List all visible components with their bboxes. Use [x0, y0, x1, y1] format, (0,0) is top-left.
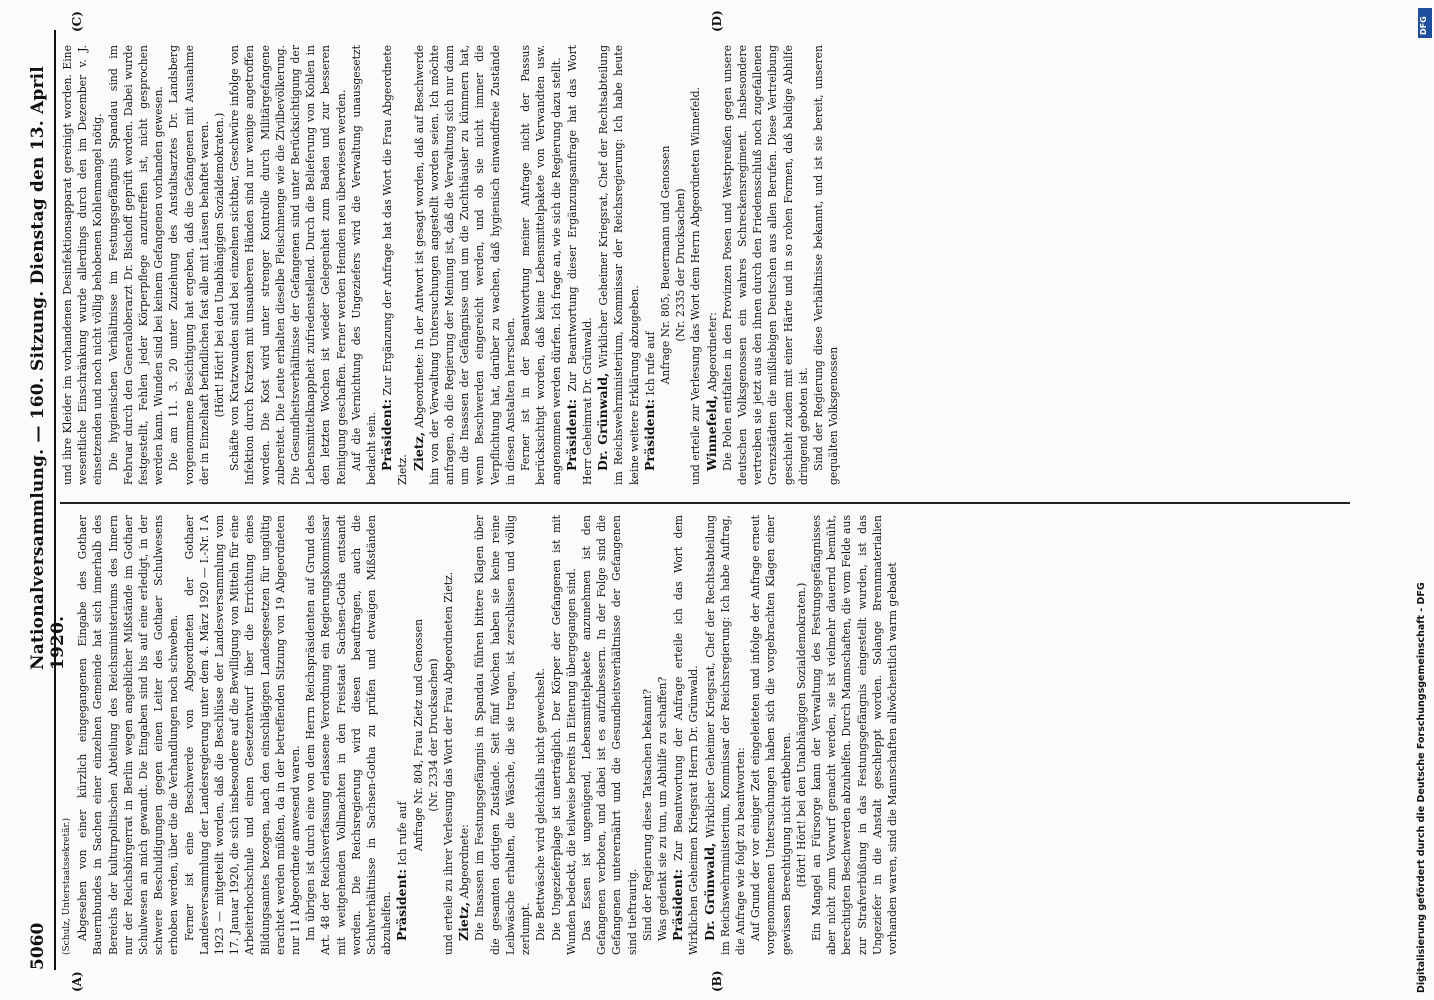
- text-paragraph: Schäfte von Kratzwunden sind bei einzelnen sichtbar, Geschwüre infolge von Infektion durch Kratzen mit unsauberen Händen sind nur wenige angetroffen worden. Die Kost wird unter strenger Kontrolle durch Militärgefangene zubereitet. Die Leute erhalten dieselbe Fleischmenge wie die Zivilbevölkerung. Die Gesundheitsverhältnisse der Gefangenen sind unter Berücksichtigung der Lebensmittelknappheit zufriedenstellend. Durch die Belieferung von Kohlen in den letzten Wochen ist wieder Gelegenheit zum Baden und zur besseren Reinigung geschaffen. Ferner werden Hemden neu überwiesen werden.: [228, 45, 348, 485]
- rotated-page: [10, 0, 1370, 1000]
- text-paragraph: Sind der Regierung diese Verhältnisse bekannt, und ist sie bereit, unseren gequälten Volksgenossen: [811, 45, 841, 485]
- text-paragraph: Im übrigen ist durch eine von dem Herrn Reichspräsidenten auf Grund des Art. 48 der Reichsverfassung erlassene Verordnung ein Regierungskommissar mit weitgehenden Vollmachten in den Freistaat Sachsen-Gotha entsandt worden. Die Reichsregierung wird diesen beauftragen, auch die Schulverhältnisse in Sachsen-Gotha zu prüfen und etwaigen Mißständen abzuhelfen.: [304, 515, 394, 955]
- dfg-logo: [1418, 8, 1432, 38]
- speaker-name: Zietz,: [410, 431, 426, 471]
- speaker-name: Präsident:: [394, 868, 410, 941]
- speech-text: Ich rufe auf: [643, 331, 657, 399]
- margin-mark-a: (A): [70, 971, 84, 992]
- text-paragraph: Die Ungezieferplage ist unerträglich. Der Körper der Gefangenen ist mit Wunden bedeckt, die teilweise bereits in Eiterung übergegangen sind.: [549, 515, 578, 955]
- speech-text: Wirklicher Geheimer Kriegsrat, Chef der Rechtsabteilung im Reichswehrministerium, Kommissar der Reichsregierung: Ich habe Auftrag, die Anfrage wie folgt zu beantworten:: [703, 515, 747, 955]
- centered-line: (Nr. 2334 der Drucksachen): [426, 658, 440, 812]
- dfg-logo-text: DFG: [1419, 16, 1428, 35]
- centered-line: Anfrage Nr. 805, Beuermann und Genossen: [658, 145, 672, 385]
- text-paragraph: und ihre Kleider im vorhandenen Desinfektionsapparat gereinigt worden. Eine wesentliche Einschränkung wurde allerdings durch den im Dezember v. J. einsetzenden und noch nicht völlig behobenen Kohlenmangel nötig.: [61, 45, 105, 485]
- speech-paragraph: [642, 45, 658, 485]
- text-paragraph: Die hygienischen Verhältnisse im Festungsgefängnis Spandau sind im Februar durch den Generaloberarzt Dr. Bischoff geprüft worden. Dabei wurde festgestellt, Fehlen jeder Körperpflege anzutreffen ist, nicht gesprochen werden kann. Wunden sind bei keinem Gefangenen vorhanden gewesen.: [106, 45, 166, 485]
- text-paragraph: Ferner ist in der Beantwortung meiner Anfrage nicht der Passus berücksichtigt worden, daß keine Lebensmittelpakete von Verwandten usw. angenommen werden dürfen. Ich frage an, wie sich die Regierung dazu stellt.: [519, 45, 563, 485]
- page-number: 5060: [28, 922, 48, 970]
- text-paragraph: Auf Grund der vor einiger Zeit eingeleiteten und infolge der Anfrage erneut vorgenommenen Untersuchungen haben sich die vorgebrachten Klagen einer gewissen Berechtigung nicht entbehren.: [749, 515, 793, 955]
- speech-paragraph: [595, 45, 642, 485]
- speech-text: Zur Ergänzung der Anfrage hat das Wort die Frau Abgeordnete Zietz.: [381, 45, 410, 485]
- page-title: Nationalversammlung. — 160. Sitzung. Dienstag den 13. April 1920.: [28, 66, 68, 670]
- text-paragraph: Die Polen entfalten in den Provinzen Posen und Westpreußen gegen unsere deutschen Volksgenossen ein wahres Schreckensregiment. Insbesondere vertreiben sie jetzt aus den ihnen durch den Friedensschluß noch zugefallenen Grenzstädten die mißliebigen Deutschen aus allen Berufen. Diese Vertreibung geschieht zudem mit einer Härte und in so rohen Formen, daß baldige Abhilfe dringend geboten ist.: [720, 45, 810, 485]
- margin-mark-c: (C): [70, 11, 84, 32]
- speech-paragraph: [702, 515, 749, 955]
- speaker-name: Zietz,: [456, 901, 472, 941]
- centered-line: (Hört! Hört! bei den Unabhängigen Sozialdemokraten.): [794, 582, 808, 888]
- speaker-name: Präsident:: [670, 868, 686, 941]
- speech-text: Zur Beantwortung dieser Ergänzungsanfrage hat das Wort Herr Geheimrat Dr. Grünwald.: [565, 45, 594, 485]
- speaker-name: Dr. Grünwald,: [595, 372, 611, 471]
- speech-text: Abgeordneter:: [705, 312, 719, 396]
- digitization-note: [1416, 8, 1432, 993]
- margin-mark-d: (D): [710, 10, 724, 32]
- speech-paragraph: [564, 45, 595, 485]
- centered-line: (Hört! Hört! bei den Unabhängigen Sozialdemokraten.): [213, 112, 227, 418]
- speech-paragraph: [670, 515, 701, 955]
- centered-line: (Nr. 2335 der Drucksachen): [674, 188, 688, 342]
- speech-paragraph: [456, 515, 472, 955]
- text-paragraph: Was gedenkt sie zu tun, um Abhilfe zu schaffen?: [655, 676, 669, 941]
- text-paragraph: Das Essen ist ungenügend, Lebensmittelpakete anzunehmen ist den Gefangenen verboten, und dabei ist es aufzubessern. In der Folge sind die Gefangenen unterernährt und die Gesundheitsverhältnisse der Gefangenen sind tieftraurig.: [579, 515, 639, 955]
- right-text-column: [60, 45, 1350, 485]
- continued-speaker-note: (Schulz, Unterstaatssekretär.): [62, 817, 72, 955]
- text-paragraph: Die Insassen im Festungsgefängnis in Spandau führen bittere Klagen über die gesamten dortigen Zustände. Seit fünf Wochen haben sie keine reine Leibwäsche erhalten, die Wäsche, die sie tragen, ist zerschlissen und völlig zerlumpt.: [473, 515, 533, 955]
- speaker-name: Präsident:: [379, 398, 395, 471]
- text-paragraph: Auf die Vernichtung des Ungeziefers wird die Verwaltung unausgesetzt bedacht sein.: [349, 45, 379, 485]
- text-paragraph: und erteile zur Verlesung das Wort dem Herrn Abgeordneten Winnefeld.: [689, 87, 703, 485]
- speaker-name: Winnefeld,: [703, 395, 719, 471]
- margin-mark-b: (B): [710, 970, 724, 992]
- speech-text: Wirklicher Geheimer Kriegsrat, Chef der Rechtsabteilung im Reichswehrministerium, Kommissar der Reichsregierung: Ich habe heute keine weitere Erklärung abzugeben.: [597, 45, 641, 485]
- column-divider: [60, 502, 1350, 504]
- speech-paragraph: [379, 45, 410, 485]
- speech-text: Abgeordnete: In der Antwort ist gesagt worden, daß auf Beschwerde hin von der Verwaltung Untersuchungen angestellt worden seien. Ich möchte anfragen, ob die Regierung der Meinung ist, daß die Verwaltung sich nur dann um die Insassen der Gefängnisse und um die Zuchthäusler zu kümmern hat, wenn Beschwerden eingereicht werden, und ob sie nicht immer die Verpflichtung hat, darüber zu wachen, daß hygienisch einwandfreie Zustände in diesen Anstalten herrschen.: [412, 45, 517, 485]
- speech-text: Zur Beantwortung der Anfrage erteile ich das Wort dem Wirklichen Geheimen Kriegsrat Herrn Dr. Grünwald.: [672, 515, 701, 955]
- text-paragraph: Ein Mangel an Fürsorge kann der Verwaltung des Festungsgefängnisses aber nicht zum Vorwurf gemacht werden, sie ist vielmehr dauernd bemüht, berechtigten Beschwerden abzuhelfen. Durch Mannschaften, die vom Felde aus zur Strafverbüßung in das Festungsgefängnis eingestellt wurden, ist das Ungeziefer in die Anstalt geschleppt worden. Solange Brennmaterialien vorhanden waren, sind die Mannschaften allwöchentlich warm gebadet: [809, 515, 899, 955]
- text-paragraph: Ferner ist eine Beschwerde von Abgeordneten der Gothaer Landesversammlung der Landesregierung unter dem 4. März 1920 — I.-Nr. I A 1923 — mitgeteilt worden, daß die Beschlüsse der Landesversammlung vom 17. Januar 1920, die sich insbesondere auf die Bewilligung von Mitteln für eine Arbeiterhochschule und einen Gesetzentwurf über die Errichtung eines Bildungsamtes bezogen, nach den einschlägigen Landesgesetzen für ungültig erachtet werden müßten, da in der betreffenden Sitzung von 19 Abgeordneten nur 11 Abgeordnete anwesend waren.: [182, 515, 303, 955]
- speech-paragraph: [394, 515, 410, 955]
- speech-paragraph: [704, 45, 720, 485]
- text-paragraph: Abgesehen von einer kürzlich eingegangenen Eingabe des Gothaer Bauernbundes in Sachen einer einzelnen Gemeinde hat sich innerhalb des Bereichs der kulturpolitischen Abteilung des Reichsministeriums des Innern nur der Reichsbürgerrat in Berlin wegen angeblicher Mißstände im Gothaer Schulwesen an mich gewandt. Die Eingaben sind bis auf eine erledigt, in der schwere Beschuldigungen gegen einen Leiter des Gothaer Schulwesens erhoben werden, über die die Verhandlungen noch schweben.: [76, 515, 181, 955]
- speaker-name: Präsident:: [563, 398, 579, 471]
- speaker-name: Dr. Grünwald,: [701, 842, 717, 941]
- text-paragraph: Die am 11. 3. 20 unter Zuziehung des Anstaltsarztes Dr. Landsberg vorgenommene Besichtigung hat ergeben, daß die Gefangenen mit Ausnahme der in Einzelhaft befindlichen fast alle mit Läusen behaftet waren.: [167, 45, 211, 485]
- text-paragraph: und erteile zu ihrer Verlesung das Wort der Frau Abgeordneten Zietz.: [442, 571, 456, 955]
- centered-line: Anfrage Nr. 804, Frau Zietz und Genossen: [411, 618, 425, 852]
- digitization-note-text: Digitalisierung gefördert durch die Deutsche Forschungsgemeinschaft - DFG: [1416, 582, 1427, 993]
- text-paragraph: Die Bettwäsche wird gleichfalls nicht gewechselt.: [534, 668, 548, 941]
- speech-paragraph: [411, 45, 518, 485]
- left-text-column: [60, 515, 1350, 955]
- text-paragraph: Sind der Regierung diese Tatsachen bekannt?: [640, 688, 654, 941]
- speaker-name: Präsident:: [641, 398, 657, 471]
- speech-text: Ich rufe auf: [396, 801, 410, 869]
- speech-text: Abgeordnete:: [458, 824, 472, 902]
